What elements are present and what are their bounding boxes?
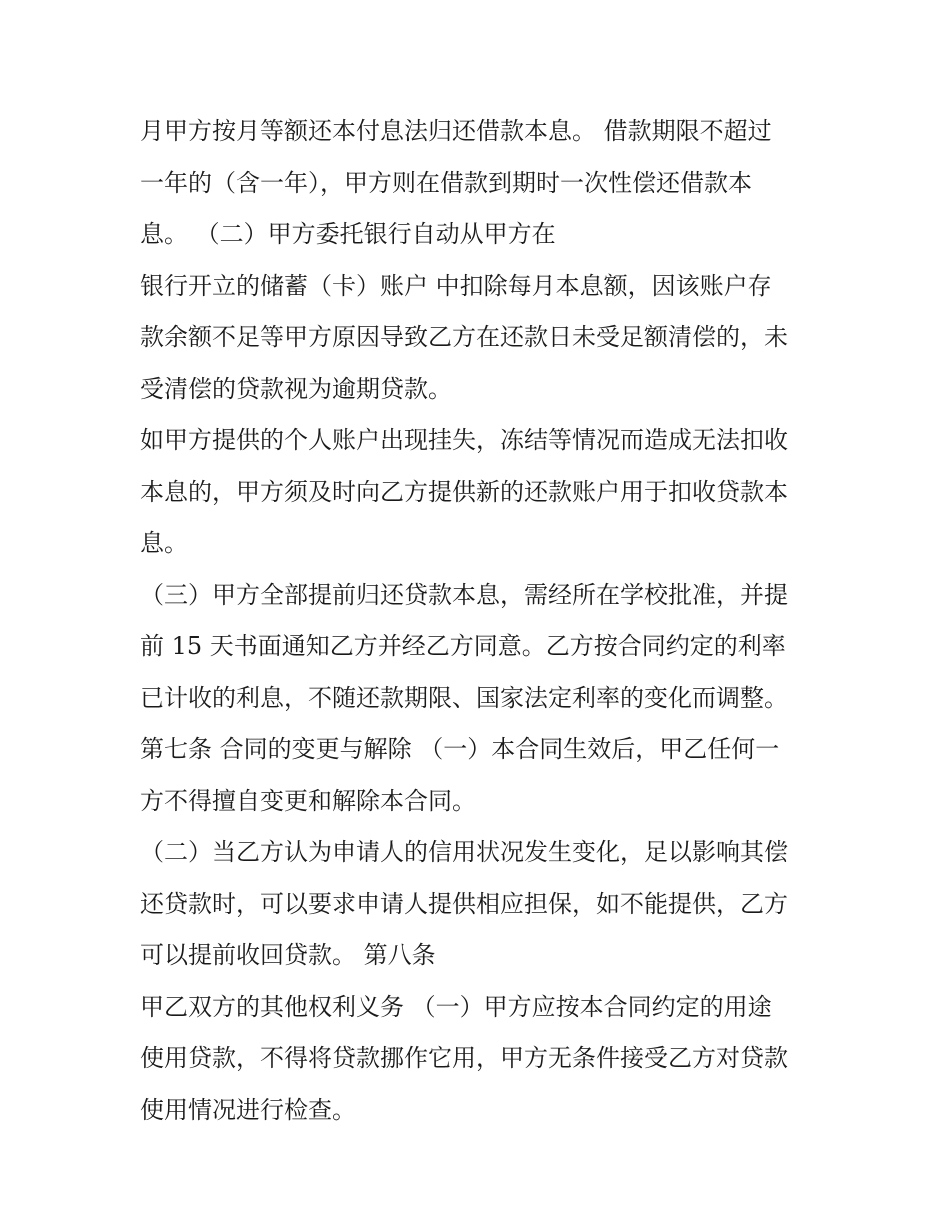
text-line: 第七条 合同的变更与解除 （一）本合同生效后，甲乙任何一 [140,735,780,763]
text-line: 使用情况进行检查。 [140,1095,356,1124]
text-line: 方不得擅自变更和解除本合同。 [140,786,476,815]
text-line: 前 15 天书面通知乙方并经乙方同意。乙方按合同约定的利率 [140,632,786,660]
contract-body-text [140,106,820,1136]
text-line: 受清偿的贷款视为逾期贷款。 [140,374,452,403]
text-line: 如甲方提供的个人账户出现挂失，冻结等情况而造成无法扣收 [140,426,788,454]
text-line: 息。 （二）甲方委托银行自动从甲方在 [140,220,556,248]
text-line: 月甲方按月等额还本付息法归还借款本息。 借款期限不超过 [140,117,772,145]
text-line: 一年的（含一年），甲方则在借款到期时一次性偿还借款本 [140,168,752,197]
text-line: 息。 [140,529,188,557]
text-line: 甲乙双方的其他权利义务 （一）甲方应按本合同约定的用途 [140,992,772,1021]
text-line: 已计收的利息，不随还款期限、国家法定利率的变化而调整。 [140,683,788,712]
text-line: 使用贷款，不得将贷款挪作它用，甲方无条件接受乙方对贷款 [140,1044,788,1072]
text-line: 还贷款时，可以要求申请人提供相应担保，如不能提供，乙方 [140,889,788,918]
text-line: 可以提前收回贷款。 第八条 [140,941,436,969]
text-line: （二）当乙方认为申请人的信用状况发生变化，足以影响其偿 [140,838,788,866]
text-line: 本息的，甲方须及时向乙方提供新的还款账户用于扣收贷款本 [140,477,788,506]
text-line: （三）甲方全部提前归还贷款本息，需经所在学校批准，并提 [140,580,788,609]
text-line: 银行开立的储蓄（卡）账户 中扣除每月本息额，因该账户存 [140,271,772,300]
text-line: 款余额不足等甲方原因导致乙方在还款日未受足额清偿的，未 [140,323,788,351]
